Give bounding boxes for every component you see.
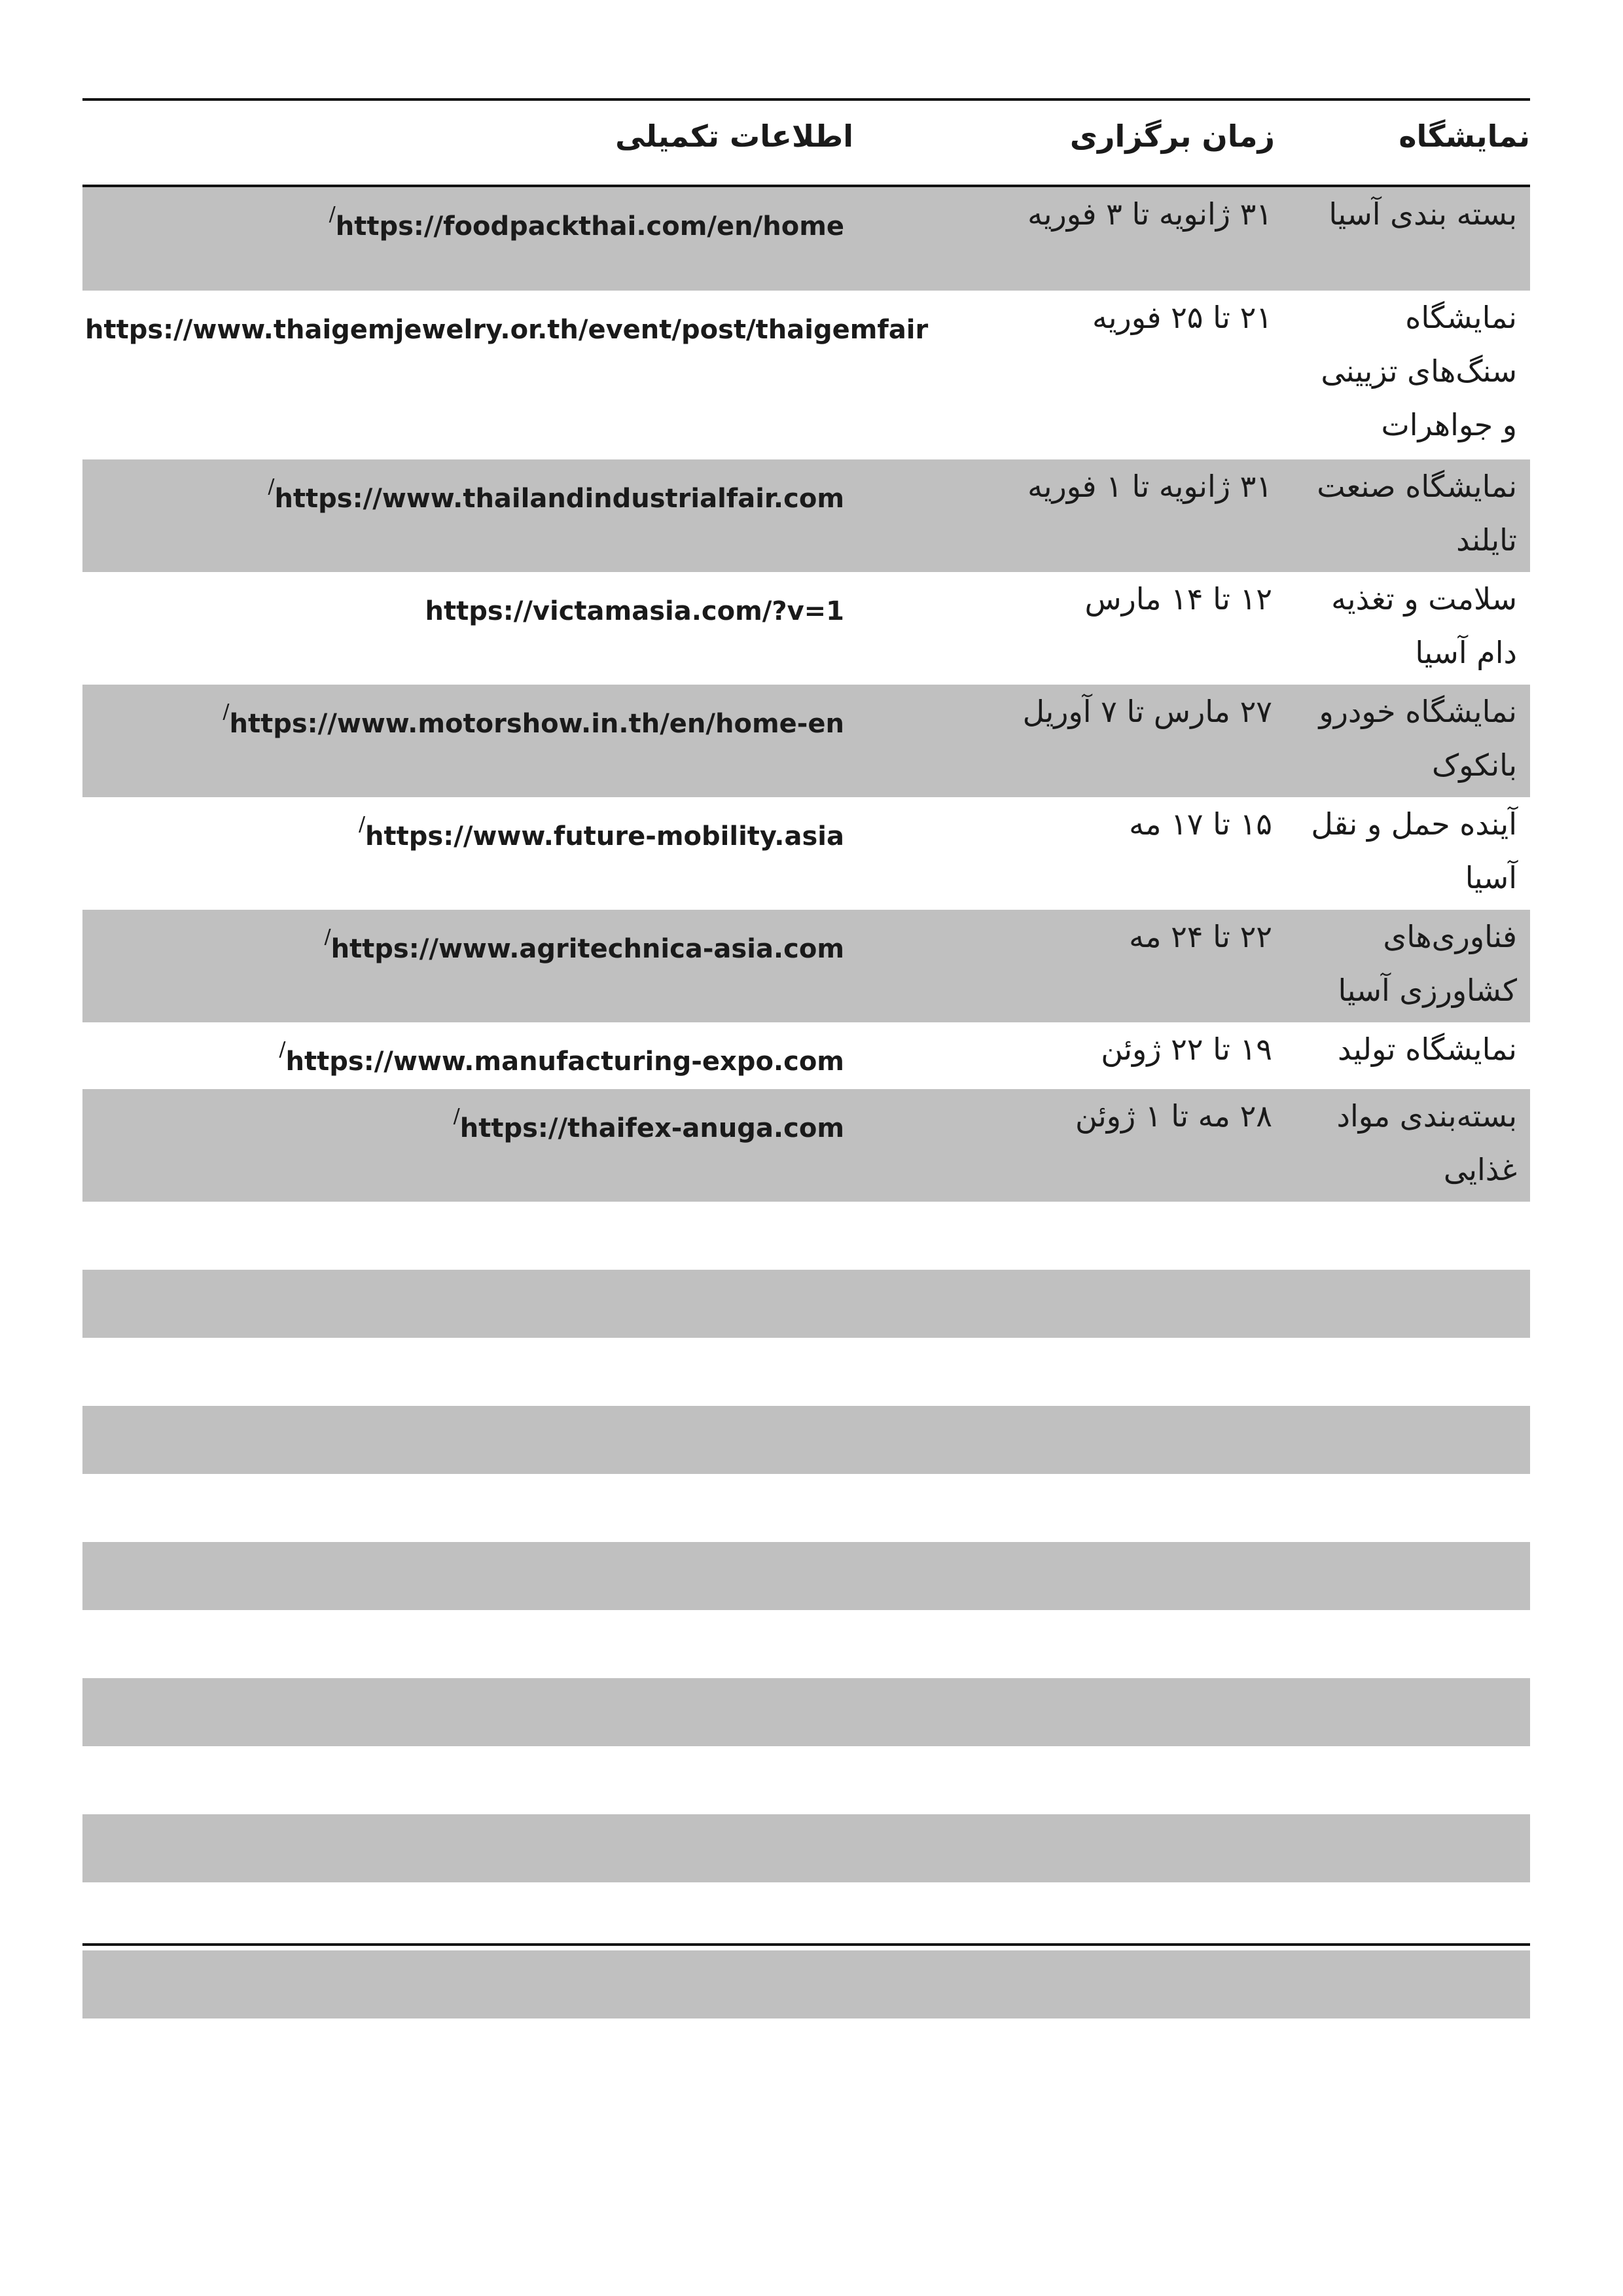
table-bottom-rule (82, 1943, 1530, 1946)
exhibition-date: ۲۱ تا ۲۵ فوریه (1092, 300, 1272, 335)
exhibition-name: نمایشگاه صنعت تایلند (1317, 469, 1517, 558)
header-exhibition: نمایشگاه (1399, 118, 1530, 154)
link-url[interactable]: https://thaifex-anuga.com (459, 1113, 844, 1143)
table-body (82, 187, 1530, 2087)
table-row-empty (82, 1678, 1530, 1746)
header-date: زمان برگزاری (1069, 118, 1275, 154)
link-url[interactable]: https://foodpackthai.com/en/home (335, 211, 844, 242)
table-row-empty (82, 1950, 1530, 2018)
link-slash: / (279, 1038, 286, 1061)
table-row-empty (82, 1474, 1530, 1542)
link-slash: / (358, 813, 366, 836)
table-row-empty (82, 1746, 1530, 1814)
exhibition-date: ۳۱ ژانویه تا ۱ فوریه (1027, 469, 1272, 504)
table-row-empty (82, 1542, 1530, 1610)
exhibition-link[interactable] (85, 466, 844, 520)
link-url[interactable]: https://www.manufacturing-expo.com (285, 1047, 844, 1077)
exhibition-link[interactable] (85, 297, 929, 351)
exhibition-name: نمایشگاه سنگ‌های تزیینی و جواهرات (1321, 300, 1517, 442)
exhibition-link[interactable] (85, 804, 844, 857)
exhibition-date: ۱۹ تا ۲۲ ژوئن (1101, 1031, 1272, 1067)
link-slash: / (324, 925, 331, 948)
exhibition-date: ۲۷ مارس تا ۷ آوریل (1022, 694, 1272, 729)
table-row-empty (82, 1814, 1530, 1882)
exhibition-link[interactable] (85, 194, 844, 247)
link-url[interactable]: https://victamasia.com/?v=1 (425, 596, 844, 626)
table-row (82, 1089, 1530, 1202)
table-row-empty (82, 1882, 1530, 1950)
exhibition-name: نمایشگاه تولید (1337, 1031, 1517, 1067)
table-row-empty (82, 2018, 1530, 2087)
table-row (82, 910, 1530, 1022)
exhibition-date: ۲۲ تا ۲۴ مه (1129, 919, 1272, 954)
table-row (82, 1022, 1530, 1089)
exhibition-name: آینده حمل و نقل آسیا (1311, 806, 1517, 895)
table-row-empty (82, 1338, 1530, 1406)
link-url[interactable]: https://www.thaigemjewelry.or.th/event/post/thaigemfair (85, 315, 929, 345)
exhibition-name: نمایشگاه خودرو بانکوک (1319, 694, 1517, 783)
table-row (82, 459, 1530, 572)
exhibition-date: ۱۵ تا ۱۷ مه (1129, 806, 1272, 842)
table-row-empty (82, 1202, 1530, 1270)
link-slash: / (329, 203, 336, 226)
link-url[interactable]: https://www.agritechnica-asia.com (330, 934, 844, 964)
table-row-empty (82, 1270, 1530, 1338)
exhibition-link[interactable] (85, 1029, 844, 1083)
link-url[interactable]: https://www.motorshow.in.th/en/home-en (229, 709, 844, 739)
table-row (82, 291, 1530, 459)
exhibition-name: بسته‌بندی مواد غذایی (1336, 1098, 1517, 1187)
exhibition-name: سلامت و تغذیه دام آسیا (1331, 581, 1517, 670)
table-row (82, 572, 1530, 685)
link-url[interactable]: https://www.thailandindustrialfair.com (274, 484, 844, 514)
table-row-empty (82, 1406, 1530, 1474)
exhibition-date: ۳۱ ژانویه تا ۳ فوریه (1027, 196, 1272, 232)
table-row-empty (82, 1610, 1530, 1678)
exhibition-link[interactable] (85, 691, 844, 745)
header-info: اطلاعات تکمیلی (615, 118, 853, 154)
exhibition-date: ۱۲ تا ۱۴ مارس (1084, 581, 1272, 617)
exhibition-link[interactable] (85, 1096, 844, 1149)
table-row (82, 797, 1530, 910)
exhibition-date: ۲۸ مه تا ۱ ژوئن (1075, 1098, 1272, 1134)
table-row (82, 685, 1530, 797)
exhibition-name: فناوری‌های کشاورزی آسیا (1338, 919, 1517, 1008)
link-slash: / (223, 700, 230, 723)
link-url[interactable]: https://www.future-mobility.asia (365, 821, 844, 852)
link-slash: / (453, 1105, 460, 1128)
exhibition-name: بسته بندی آسیا (1329, 196, 1517, 232)
exhibition-link[interactable] (85, 579, 844, 632)
link-slash: / (268, 475, 275, 498)
exhibition-link[interactable] (85, 916, 844, 970)
table-row (82, 187, 1530, 291)
